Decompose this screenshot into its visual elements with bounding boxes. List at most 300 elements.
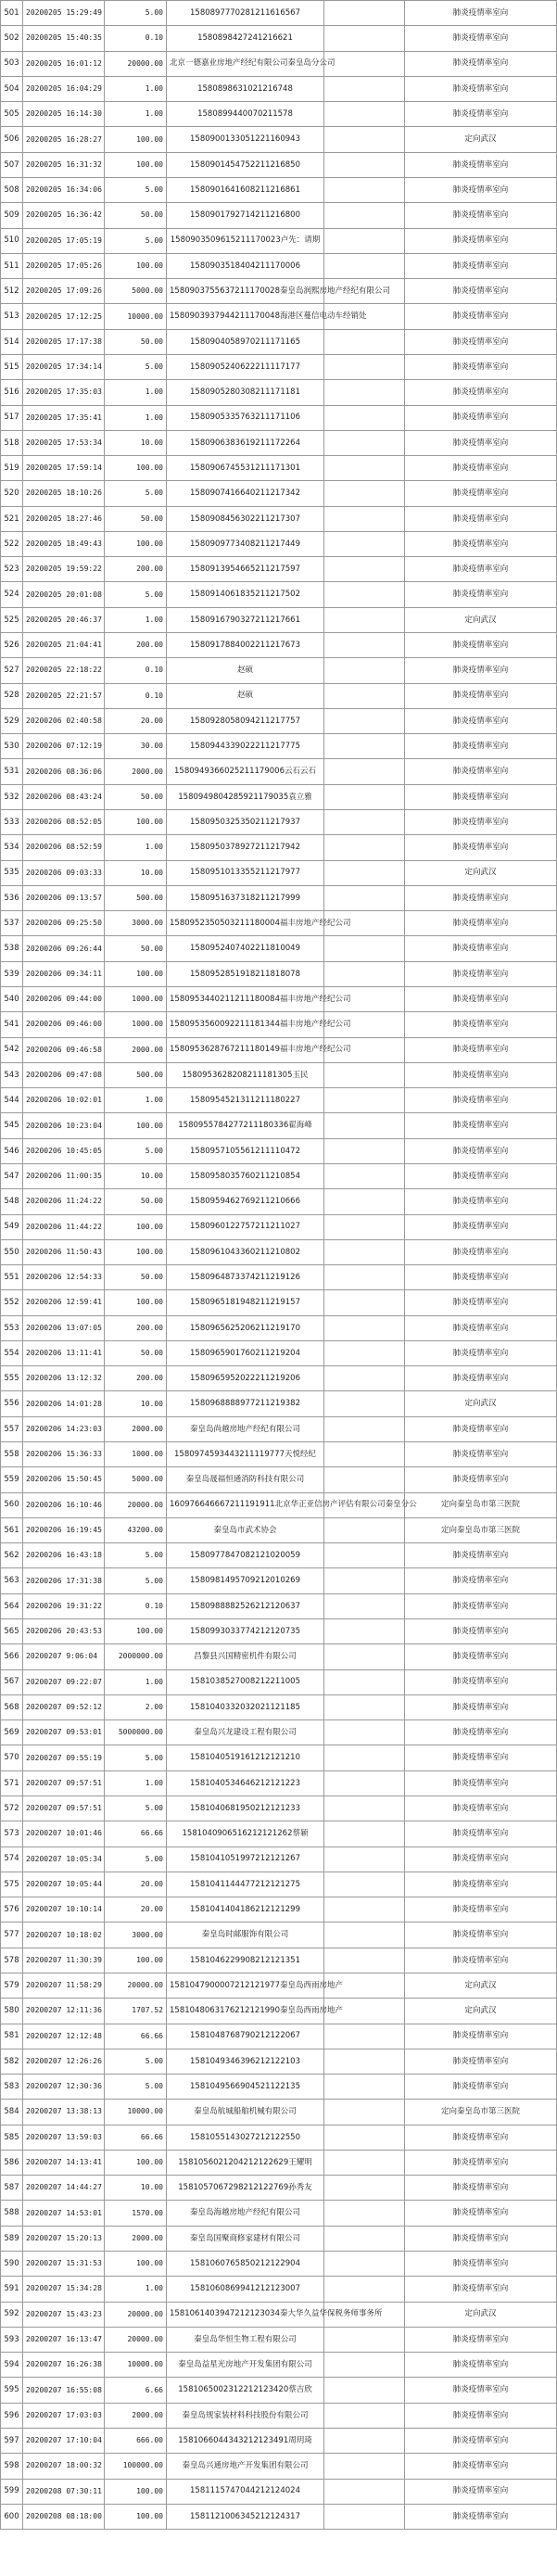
donation-amount: 5.00 xyxy=(105,1568,167,1593)
donor-name: 秦皇岛尚越房地产经纪有限公司 xyxy=(167,1416,324,1441)
donor-name: 1580952407402211810049 xyxy=(167,936,324,961)
blank-cell xyxy=(324,1669,405,1694)
donation-time: 20200206 13:12:32 xyxy=(23,1366,105,1391)
donation-time: 20200207 16:13:47 xyxy=(23,2327,105,2352)
table-row xyxy=(1,1163,557,1188)
donation-time: 20200205 21:04:41 xyxy=(23,633,105,658)
table-row xyxy=(1,633,557,658)
blank-cell xyxy=(324,810,405,835)
table-row xyxy=(1,2277,557,2302)
blank-cell xyxy=(324,329,405,354)
donation-amount: 20.00 xyxy=(105,1897,167,1922)
donor-name: 1580898427241216621 xyxy=(167,26,324,51)
donation-time: 20200207 14:13:41 xyxy=(23,2150,105,2175)
donation-time: 20200206 09:46:00 xyxy=(23,1012,105,1037)
table-row xyxy=(1,405,557,430)
row-number: 543 xyxy=(1,1062,23,1087)
donation-purpose: 肺炎疫情率室向 xyxy=(405,784,557,809)
table-row xyxy=(1,1973,557,1998)
table-row xyxy=(1,2429,557,2454)
donor-name: 1581040906516212121262蔡颖 xyxy=(167,1821,324,1846)
table-row xyxy=(1,1872,557,1897)
donation-amount: 5000.00 xyxy=(105,1467,167,1492)
donation-time: 20200207 15:20:13 xyxy=(23,2226,105,2251)
donation-time: 20200207 16:26:38 xyxy=(23,2353,105,2378)
donor-name: 1580960122757211211027 xyxy=(167,1214,324,1239)
donor-name: 1581040681950212121233 xyxy=(167,1796,324,1821)
donation-purpose: 肺炎疫情率室向 xyxy=(405,708,557,733)
row-number: 551 xyxy=(1,1265,23,1290)
donor-name: 1580944339022211217775 xyxy=(167,734,324,759)
table-row xyxy=(1,557,557,582)
donation-time: 20200205 17:59:14 xyxy=(23,456,105,481)
table-row xyxy=(1,1922,557,1948)
row-number: 554 xyxy=(1,1340,23,1365)
donor-name: 1581041051997212121267 xyxy=(167,1846,324,1872)
blank-cell xyxy=(324,683,405,708)
donor-name: 1580953628767211180149福丰房地产经纪公司 xyxy=(167,1037,324,1062)
donor-name: 1580954521311211180227 xyxy=(167,1088,324,1113)
table-row xyxy=(1,380,557,405)
donation-purpose: 肺炎疫情率室向 xyxy=(405,2327,557,2352)
donation-purpose: 肺炎疫情率室向 xyxy=(405,986,557,1011)
donor-name: 1580965952022211219206 xyxy=(167,1366,324,1391)
donation-purpose: 肺炎疫情率室向 xyxy=(405,76,557,101)
table-row xyxy=(1,2454,557,2479)
row-number: 528 xyxy=(1,683,23,708)
blank-cell xyxy=(324,885,405,910)
donor-name: 1581115747044212124024 xyxy=(167,2479,324,2504)
donation-time: 20200207 10:01:46 xyxy=(23,1821,105,1846)
donor-name: 1580993033774212120735 xyxy=(167,1619,324,1644)
table-row xyxy=(1,1290,557,1315)
donor-name: 1581061403947212123034秦大华久益华保税务师事务所 xyxy=(167,2302,324,2327)
table-row xyxy=(1,784,557,809)
donor-name: 1580904058970211171165 xyxy=(167,329,324,354)
table-row xyxy=(1,1593,557,1618)
donation-time: 20200205 16:04:29 xyxy=(23,76,105,101)
donation-purpose: 肺炎疫情率室向 xyxy=(405,658,557,683)
row-number: 506 xyxy=(1,127,23,152)
table-row xyxy=(1,607,557,632)
donor-name: 1580903937944211170048海港区蔓信电动车经销处 xyxy=(167,304,324,329)
table-row xyxy=(1,102,557,127)
table-row xyxy=(1,1265,557,1290)
row-number: 507 xyxy=(1,152,23,177)
blank-cell xyxy=(324,2125,405,2150)
table-row xyxy=(1,1619,557,1644)
donation-time: 20200205 16:28:27 xyxy=(23,127,105,152)
donation-amount: 5.00 xyxy=(105,1543,167,1568)
donor-name: 秦皇岛兴通房地产开发集团有限公司 xyxy=(167,2454,324,2479)
donation-amount: 50.00 xyxy=(105,1265,167,1290)
donor-name: 秦皇岛华恒生物工程有限公司 xyxy=(167,2327,324,2352)
row-number: 516 xyxy=(1,380,23,405)
row-number: 577 xyxy=(1,1922,23,1948)
donation-time: 20200206 10:45:05 xyxy=(23,1138,105,1163)
table-row xyxy=(1,2150,557,2175)
table-row xyxy=(1,911,557,936)
table-row xyxy=(1,2378,557,2403)
blank-cell xyxy=(324,481,405,506)
donation-amount: 100.00 xyxy=(105,2150,167,2175)
row-number: 599 xyxy=(1,2479,23,2504)
blank-cell xyxy=(324,1796,405,1821)
donation-amount: 1.00 xyxy=(105,1770,167,1796)
row-number: 523 xyxy=(1,557,23,582)
table-row xyxy=(1,1062,557,1087)
donation-amount: 100.00 xyxy=(105,152,167,177)
donor-name: 1580903509615211170023卢先：请期 xyxy=(167,228,324,253)
donor-name: 1580897770281211616567 xyxy=(167,1,324,26)
table-row xyxy=(1,1568,557,1593)
row-number: 526 xyxy=(1,633,23,658)
donation-amount: 5.00 xyxy=(105,582,167,607)
donation-purpose: 肺炎疫情率室向 xyxy=(405,1467,557,1492)
donation-purpose: 肺炎疫情率室向 xyxy=(405,177,557,202)
donation-time: 20200205 17:34:14 xyxy=(23,354,105,379)
donor-name: 1580957105561211110472 xyxy=(167,1138,324,1163)
donation-purpose: 肺炎疫情率室向 xyxy=(405,51,557,76)
row-number: 550 xyxy=(1,1239,23,1264)
blank-cell xyxy=(324,51,405,76)
row-number: 525 xyxy=(1,607,23,632)
blank-cell xyxy=(324,2353,405,2378)
row-number: 503 xyxy=(1,51,23,76)
table-row xyxy=(1,2100,557,2125)
row-number: 558 xyxy=(1,1442,23,1467)
donation-purpose: 肺炎疫情率室向 xyxy=(405,102,557,127)
donation-time: 20200206 08:52:05 xyxy=(23,810,105,835)
table-row xyxy=(1,1694,557,1719)
donation-time: 20200205 17:17:38 xyxy=(23,329,105,354)
donation-purpose: 肺炎疫情率室向 xyxy=(405,759,557,784)
donor-name: 1581041404186212121299 xyxy=(167,1897,324,1922)
blank-cell xyxy=(324,2454,405,2479)
table-row xyxy=(1,658,557,683)
blank-cell xyxy=(324,607,405,632)
row-number: 572 xyxy=(1,1796,23,1821)
row-number: 571 xyxy=(1,1770,23,1796)
donation-amount: 5.00 xyxy=(105,228,167,253)
donation-amount: 100.00 xyxy=(105,127,167,152)
donor-name: 1581121006345212124317 xyxy=(167,2504,324,2529)
donation-amount: 2000.00 xyxy=(105,2226,167,2251)
row-number: 589 xyxy=(1,2226,23,2251)
table-row xyxy=(1,2302,557,2327)
blank-cell xyxy=(324,1214,405,1239)
donor-name: 1580950325350211217937 xyxy=(167,810,324,835)
blank-cell xyxy=(324,1265,405,1290)
blank-cell xyxy=(324,430,405,455)
donation-amount: 50.00 xyxy=(105,784,167,809)
donation-purpose: 肺炎疫情率室向 xyxy=(405,152,557,177)
donor-name: 1580908456302211217307 xyxy=(167,506,324,531)
donation-purpose: 肺炎疫情率室向 xyxy=(405,683,557,708)
donation-purpose: 肺炎疫情率室向 xyxy=(405,1897,557,1922)
donor-name: 1580903755637211170028秦皇岛润熙房地产经纪有限公司 xyxy=(167,279,324,304)
donation-amount: 10.00 xyxy=(105,430,167,455)
donation-amount: 1.00 xyxy=(105,380,167,405)
donation-amount: 1.00 xyxy=(105,1088,167,1113)
donor-name: 1580965181948211219157 xyxy=(167,1290,324,1315)
blank-cell xyxy=(324,1720,405,1745)
row-number: 567 xyxy=(1,1669,23,1694)
row-number: 587 xyxy=(1,2176,23,2201)
donation-time: 20200206 09:46:58 xyxy=(23,1037,105,1062)
donor-name: 1580961043360211210802 xyxy=(167,1239,324,1264)
blank-cell xyxy=(324,1340,405,1365)
donation-purpose: 肺炎疫情率室向 xyxy=(405,2277,557,2302)
donation-purpose: 定向秦皇岛市第三医院 xyxy=(405,2100,557,2125)
donation-time: 20200206 09:34:11 xyxy=(23,961,105,986)
donation-purpose: 肺炎疫情率室向 xyxy=(405,2403,557,2428)
donor-name: 1580917884002211217673 xyxy=(167,633,324,658)
row-number: 535 xyxy=(1,860,23,885)
blank-cell xyxy=(324,1568,405,1593)
donation-time: 20200206 02:40:58 xyxy=(23,708,105,733)
table-row xyxy=(1,203,557,228)
row-number: 586 xyxy=(1,2150,23,2175)
donation-time: 20200205 17:05:19 xyxy=(23,228,105,253)
donation-purpose: 肺炎疫情率室向 xyxy=(405,1214,557,1239)
donation-time: 20200205 17:35:41 xyxy=(23,405,105,430)
blank-cell xyxy=(324,557,405,582)
table-row xyxy=(1,1897,557,1922)
donor-name: 1580952851918211818078 xyxy=(167,961,324,986)
row-number: 582 xyxy=(1,2049,23,2074)
donation-time: 20200206 11:50:43 xyxy=(23,1239,105,1264)
row-number: 512 xyxy=(1,279,23,304)
donation-purpose: 肺炎疫情率室向 xyxy=(405,1872,557,1897)
table-row xyxy=(1,152,557,177)
donor-name: 北京一德嘉业房地产经纪有限公司秦皇岛分公司 xyxy=(167,51,324,76)
donor-name: 赵硕 xyxy=(167,658,324,683)
donation-amount: 2.00 xyxy=(105,1694,167,1719)
donation-purpose: 定向武汉 xyxy=(405,2302,557,2327)
row-number: 552 xyxy=(1,1290,23,1315)
donation-amount: 500.00 xyxy=(105,885,167,910)
blank-cell xyxy=(324,253,405,278)
row-number: 521 xyxy=(1,506,23,531)
donor-name: 1580981495709212010269 xyxy=(167,1568,324,1593)
donation-purpose: 肺炎疫情率室向 xyxy=(405,1770,557,1796)
donor-name: 1581041144477212121275 xyxy=(167,1872,324,1897)
donation-amount: 66.66 xyxy=(105,2024,167,2049)
table-row xyxy=(1,2226,557,2251)
blank-cell xyxy=(324,2150,405,2175)
table-row xyxy=(1,76,557,101)
row-number: 514 xyxy=(1,329,23,354)
blank-cell xyxy=(324,1543,405,1568)
row-number: 588 xyxy=(1,2201,23,2226)
table-row xyxy=(1,1315,557,1340)
donation-purpose: 肺炎疫情率室向 xyxy=(405,2226,557,2251)
donor-name: 秦皇岛规家装材料科技股份有限公司 xyxy=(167,2403,324,2428)
table-row xyxy=(1,1517,557,1542)
blank-cell xyxy=(324,1138,405,1163)
donation-time: 20200207 09:57:51 xyxy=(23,1796,105,1821)
donor-name: 1581048768790212122067 xyxy=(167,2024,324,2049)
donation-purpose: 肺炎疫情率室向 xyxy=(405,1315,557,1340)
donation-purpose: 肺炎疫情率室向 xyxy=(405,1113,557,1138)
donor-name: 1580988882526212120637 xyxy=(167,1593,324,1618)
row-number: 560 xyxy=(1,1492,23,1517)
table-row xyxy=(1,531,557,556)
donation-purpose: 肺炎疫情率室向 xyxy=(405,2353,557,2378)
donation-time: 20200205 17:09:26 xyxy=(23,279,105,304)
table-row xyxy=(1,177,557,202)
row-number: 538 xyxy=(1,936,23,961)
blank-cell xyxy=(324,1366,405,1391)
blank-cell xyxy=(324,1897,405,1922)
blank-cell xyxy=(324,2049,405,2074)
row-number: 592 xyxy=(1,2302,23,2327)
table-row xyxy=(1,885,557,910)
blank-cell xyxy=(324,1062,405,1087)
blank-cell xyxy=(324,26,405,51)
blank-cell xyxy=(324,2479,405,2504)
donation-time: 20200207 11:58:29 xyxy=(23,1973,105,1998)
row-number: 561 xyxy=(1,1517,23,1542)
donation-amount: 10.00 xyxy=(105,860,167,885)
donation-time: 20200207 10:05:44 xyxy=(23,1872,105,1897)
table-row xyxy=(1,354,557,379)
table-row xyxy=(1,2479,557,2504)
row-number: 564 xyxy=(1,1593,23,1618)
donor-name: 1580952350503211180004福丰房地产经纪公司 xyxy=(167,911,324,936)
blank-cell xyxy=(324,2378,405,2403)
donation-time: 20200206 16:10:46 xyxy=(23,1492,105,1517)
donation-amount: 0.10 xyxy=(105,26,167,51)
row-number: 534 xyxy=(1,835,23,860)
donor-name: 1581048063176212121990秦皇岛西雨房地产 xyxy=(167,1999,324,2024)
row-number: 600 xyxy=(1,2504,23,2529)
donation-amount: 50.00 xyxy=(105,506,167,531)
row-number: 524 xyxy=(1,582,23,607)
donation-time: 20200206 19:31:22 xyxy=(23,1593,105,1618)
donation-time: 20200207 09:53:01 xyxy=(23,1720,105,1745)
donation-amount: 3000.00 xyxy=(105,1922,167,1948)
donor-name: 1580909773408211217449 xyxy=(167,531,324,556)
donation-purpose: 肺炎疫情率室向 xyxy=(405,354,557,379)
donation-time: 20200207 09:55:19 xyxy=(23,1745,105,1770)
donation-time: 20200205 16:01:12 xyxy=(23,51,105,76)
table-row xyxy=(1,1669,557,1694)
blank-cell xyxy=(324,1239,405,1264)
table-row xyxy=(1,1416,557,1441)
row-number: 502 xyxy=(1,26,23,51)
donation-amount: 6.66 xyxy=(105,2378,167,2403)
donation-amount: 5.00 xyxy=(105,1745,167,1770)
donation-time: 20200207 12:30:36 xyxy=(23,2075,105,2100)
blank-cell xyxy=(324,2429,405,2454)
donation-purpose: 肺炎疫情率室向 xyxy=(405,1846,557,1872)
donation-time: 20200205 16:36:42 xyxy=(23,203,105,228)
row-number: 553 xyxy=(1,1315,23,1340)
donation-time: 20200205 16:34:06 xyxy=(23,177,105,202)
donation-purpose: 肺炎疫情率室向 xyxy=(405,2504,557,2529)
donation-amount: 100.00 xyxy=(105,1239,167,1264)
donation-purpose: 肺炎疫情率室向 xyxy=(405,2252,557,2277)
donation-purpose: 肺炎疫情率室向 xyxy=(405,430,557,455)
donation-purpose: 肺炎疫情率室向 xyxy=(405,1948,557,1973)
donor-name: 1580900133051221160943 xyxy=(167,127,324,152)
blank-cell xyxy=(324,1517,405,1542)
table-row xyxy=(1,456,557,481)
donation-amount: 100.00 xyxy=(105,961,167,986)
donor-name: 1580906383619211172264 xyxy=(167,430,324,455)
donation-purpose: 定向武汉 xyxy=(405,127,557,152)
row-number: 596 xyxy=(1,2403,23,2428)
blank-cell xyxy=(324,2100,405,2125)
table-row xyxy=(1,1543,557,1568)
donation-purpose: 肺炎疫情率室向 xyxy=(405,1239,557,1264)
donation-purpose: 肺炎疫情率室向 xyxy=(405,1619,557,1644)
donation-time: 20200206 16:43:18 xyxy=(23,1543,105,1568)
donation-time: 20200206 08:43:24 xyxy=(23,784,105,809)
table-row xyxy=(1,304,557,329)
row-number: 522 xyxy=(1,531,23,556)
donation-time: 20200205 17:05:26 xyxy=(23,253,105,278)
donation-amount: 100.00 xyxy=(105,456,167,481)
blank-cell xyxy=(324,582,405,607)
donor-name: 秦皇岛益星光房地产开发集团有限公司 xyxy=(167,2353,324,2378)
donor-name: 160976646667211191911北京华正亚信房产评估有限公司秦皇分公 xyxy=(167,1492,324,1517)
table-row xyxy=(1,986,557,1011)
donation-amount: 1.00 xyxy=(105,835,167,860)
blank-cell xyxy=(324,76,405,101)
row-number: 598 xyxy=(1,2454,23,2479)
donation-purpose: 肺炎疫情率室向 xyxy=(405,1062,557,1087)
donation-amount: 5.00 xyxy=(105,177,167,202)
donation-time: 20200206 20:43:53 xyxy=(23,1619,105,1644)
donation-amount: 100.00 xyxy=(105,1214,167,1239)
table-row xyxy=(1,1037,557,1062)
row-number: 531 xyxy=(1,759,23,784)
table-row xyxy=(1,1340,557,1365)
donation-purpose: 定向秦皇岛市第三医院 xyxy=(405,1492,557,1517)
donation-purpose: 肺炎疫情率室向 xyxy=(405,810,557,835)
row-number: 532 xyxy=(1,784,23,809)
table-row xyxy=(1,1239,557,1264)
table-row xyxy=(1,1796,557,1821)
row-number: 518 xyxy=(1,430,23,455)
donor-name: 秦皇岛时邮服饰有限公司 xyxy=(167,1922,324,1948)
donation-amount: 100.00 xyxy=(105,1113,167,1138)
donation-purpose: 肺炎疫情率室向 xyxy=(405,2479,557,2504)
row-number: 597 xyxy=(1,2429,23,2454)
donation-purpose: 肺炎疫情率室向 xyxy=(405,1366,557,1391)
donation-amount: 10.00 xyxy=(105,1391,167,1416)
donation-purpose: 肺炎疫情率室向 xyxy=(405,1694,557,1719)
donation-time: 20200208 07:30:11 xyxy=(23,2479,105,2504)
row-number: 556 xyxy=(1,1391,23,1416)
row-number: 517 xyxy=(1,405,23,430)
blank-cell xyxy=(324,835,405,860)
donor-name: 1581047900007212121977秦皇岛西雨房地产 xyxy=(167,1973,324,1998)
table-row xyxy=(1,1492,557,1517)
table-row xyxy=(1,1644,557,1669)
donation-amount: 1.00 xyxy=(105,102,167,127)
donation-amount: 20000.00 xyxy=(105,1492,167,1517)
donation-purpose: 肺炎疫情率室向 xyxy=(405,1340,557,1365)
row-number: 545 xyxy=(1,1113,23,1138)
donation-purpose: 肺炎疫情率室向 xyxy=(405,1138,557,1163)
donor-name: 1580977847082121020059 xyxy=(167,1543,324,1568)
donation-time: 20200206 17:31:38 xyxy=(23,1568,105,1593)
donation-purpose: 肺炎疫情率室向 xyxy=(405,1442,557,1467)
